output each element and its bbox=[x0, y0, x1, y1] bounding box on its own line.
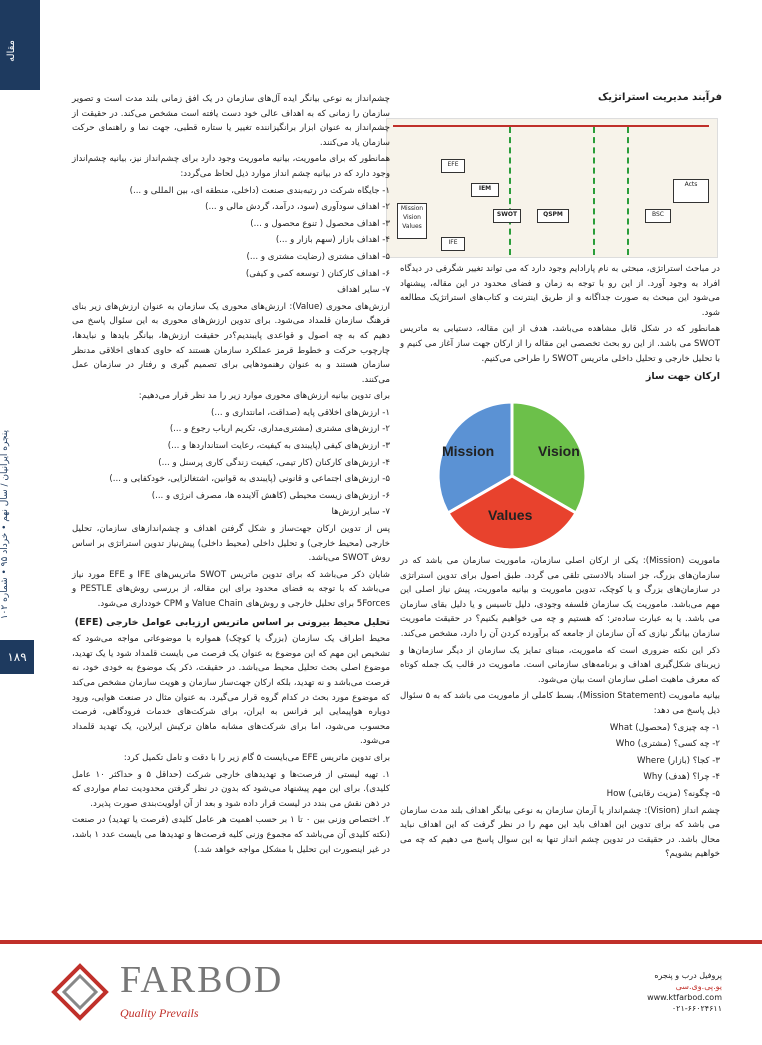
pie-chart bbox=[418, 392, 606, 560]
footer-bar bbox=[0, 940, 762, 944]
pie-label-values: Values bbox=[488, 507, 533, 523]
diagram-node-iem: IEM bbox=[471, 183, 499, 197]
diagram-node-mvv: Mission Vision Values bbox=[397, 203, 427, 239]
issue-info: پنجره ایرانیان / سال نهم • خرداد ۹۵ • شماره ۱۰۲ bbox=[0, 430, 10, 620]
process-diagram bbox=[386, 118, 718, 258]
left-column: چشم‌انداز به نوعی بیانگر ایده آل‌های سازمان در یک افق زمانی بلند مدت است و تصویر سازمان را زمانی که به اهداف عالی خود دست یافته است مشخص می‌کند. در حقیقت از چشم‌انداز به عنوان ابزار برانگیزاننده تغییر یا ستاره قطبی، جهت نما و راهنمای حرکت سازمان یاد می‌کنند. همانطور که برای ماموریت، بیانیه ماموریت وجود دارد برای چشم‌انداز نیز، بیانیه چشم‌انداز وجود دارد که در بیانیه چشم انداز موارد ذیل لحاظ می‌گردد: ۱- جایگاه شرکت در رتبه‌بندی صنعت (داخلی، منطقه ای، بین المللی و ...) ۲- اهداف سودآوری (سود، درآمد، گردش مالی و ...) ۳- اهداف محصول ( تنوع محصول و ...) ۴- اهداف بازار (سهم بازار و ...) ۵- اهداف مشتری (رضایت مشتری و ...) ۶- اهداف کارکنان ( توسعه کمی و کیفی) ۷- سایر اهداف ارزش‌های محوری (Value): ارزش‌های محوری یک سازمان به عنوان ارزش‌های زیر بنای فرهنگ سازمان قلمداد می‌شود. برای تدوین ارزش‌های محوری به این سئوال پاسخ می دهیم که به چه اصول و قواعدی پایبندیم؟در حقیقت ارزش‌ها، بیانگر بایدها و نبایدها، چارچوب حرکت و خطوط قرمز عملکرد سازمان هستند که حاوی کدهای اخلاقی مدنظر سازمان هستند و به عنوان رهنمودهایی برای تصمیم گیری و رفتار در سازمان عمل می‌کنند. برای تدوین بیانیه ارزش‌های محوری موارد زیر را مد نظر قرار می‌دهیم: ۱- ارزش‌های اخلاقی پایه (صداقت، امانتداری و ...) ۲- ارزش‌های مشتری (مشتری‌مداری، تکریم ارباب رجوع و ...) ۳- ارزش‌های کیفی (پایبندی به کیفیت، رعایت استانداردها و ...) ۴- ارزش‌های کارکنان (کار تیمی، کیفیت زندگی کاری پرسنل و ...) ۵- ارزش‌های اجتماعی و قانونی (پایبندی به قوانین، اشتغالزایی، خودکفایی و ...) ۶- ارزش‌های زیست محیطی (کاهش آلاینده ها، مصرف انرژی و ...) ۷- سایر ارزش‌ها پس از تدوین ارکان جهت‌ساز و شکل گرفتن اهداف و چشم‌اندازهای سازمان، تحلیل خارجی (محیط خارجی) و تحلیل داخلی (محیط داخلی) پیش‌نیاز تدوین استراتژی بر اساس روش SWOT می‌باشد. شایان ذکر می‌باشد که برای تدوین ماتریس SWOT ماتریس‌های IFE و EFE مورد نیاز می‌باشد که با توجه به فضای محدود برای این مقاله، از بررسی روش‌های PESTLE و 5Forces برای تحلیل خارجی و روش‌های Value Chain و CPM خودداری می‌شود. تحلیل محیط بیرونی بر اساس ماتریس ارزیابی عوامل خارجی (EFE) محیط اطراف یک سازمان (بزرگ یا کوچک) همواره با موضوعاتی مواجه می‌شود که تشخیص این مهم که این موضوع به عنوان یک فرصت می بایست قلمداد شود یا یک تهدید، موضوع اصلی بحث تحلیل محیط می‌باشد. در حقیقت، ذکر یک موضوع به خودی خود، نه فرصت می‌باشد و نه تهدید، بلکه ارکان جهت‌ساز سازمان و هویت سازمان مشخص می‌کند که موضوع مورد بحث در کدام گروه قرار می‌گیرد. به عنوان مثال در صنعت هوایی، ورود دو‌باره هواپیمایی ایر فرانس به ایران، برای شرکت‌های خدمات فرودگاهی، فرصت محسوب می‌شود، اما برای شرکت‌های مشابه ماهان ترکیش ایرلاین، یک تهدید قلمداد می‌شود. برای تدوین ماتریس EFE می‌بایست ۵ گام زیر را با دقت و تامل تکمیل کرد: ۱. تهیه لیستی از فرصت‌ها و تهدیدهای خارجی شرکت (حداقل ۵ و حداکثر ۱۰ عامل کلیدی). برای این مهم پیشنهاد می‌شود که بدون در نظر گرفتن محدودیت تمام مواردی که در ذهن نقش می بندد در لیست قرار داده شود و بعد از آن اولویت‌بندی صورت پذیرد. ۲. اختصاص وزنی بین ۰ تا ۱ بر حسب اهمیت هر عامل کلیدی (فرصت یا تهدید) در صنعت (نکته کلیدی آن می‌باشد که مجموع وزنی کلیه فرصت‌ها و تهدیدها می بایست عدد ۱ باشد، در غیر اینصورت این تحلیل با مشکل مواجه خواهد شد.) bbox=[72, 94, 391, 855]
footer-ad bbox=[0, 940, 762, 1045]
diagram-divider bbox=[627, 127, 630, 255]
diagram-node-ife: IFE bbox=[441, 237, 465, 251]
diagram-node-swot: SWOT bbox=[493, 209, 521, 223]
section-heading: تحلیل محیط بیرونی بر اساس ماتریس ارزیابی عوامل خارجی (EFE) bbox=[74, 616, 390, 628]
diagram-top-line bbox=[393, 125, 709, 127]
pie-label-mission: Mission bbox=[442, 443, 495, 459]
diagram-node-efe: EFE bbox=[441, 159, 465, 173]
section-tab bbox=[0, 0, 40, 90]
diagram-node-acts: Acts bbox=[673, 179, 709, 203]
farbod-logo-icon bbox=[50, 962, 110, 1022]
right-column-intro: در مباحث استراتژی، مبحثی به نام پارادایم وجود دارد که می تواند تغییر شگرفی در دیدگاه افراد به وجود آورد. از این رو با توجه به زمان و فضای محدود در این مقاله، پیشنهاد می‌شود این مبحث به صورت جداگانه و از طریق اینترنت و کتاب‌های استراتژیک مطالعه شود. همانطور که در شکل قابل مشاهده می‌باشد، هدف از این مقاله، دستیابی به ماتریس SWOT می باشد. از این رو بحث تخصصی این مقاله را از ارکان جهت ساز آغاز می کنیم و با تحلیل خارجی و تحلیل داخلی ماتریس SWOT را طراحی می‌کنیم. ارکان جهت ساز bbox=[400, 262, 720, 387]
diagram-divider bbox=[509, 127, 512, 255]
website-link[interactable]: www.ktfarbod.com bbox=[647, 993, 722, 1002]
section-heading: ارکان جهت ساز bbox=[645, 371, 720, 383]
diagram-node-qspm: QSPM bbox=[537, 209, 569, 223]
diagram-divider bbox=[593, 127, 596, 255]
footer-contact: پروفیل درب و پنجره یو.پی.وی.سی www.ktfarbod.com ۰۲۱-۶۶۰۲۴۶۱۱ bbox=[612, 970, 722, 1014]
issue-strip bbox=[0, 430, 30, 650]
right-column-body: ماموریت (Mission): یکی از ارکان اصلی سازمان، ماموریت سازمان می باشد که در سازمان‌های بزرگ، جز اسناد بالادستی تلقی می گردد. طبق اصول برای تدوین استراتژی در سازمان‌های بزرگ و یا کوچک، تدوین ماموریت و بیانیه ماموریت، پیش نیاز اصلی این مهم می‌باشد. ماموریت یک سازمان فلسفه وجودی، دلیل تاسیس و یا دلیل بقای سازمان می باشد. یا به عبارت ساده‌تر: که هستیم و چه می خواهیم بکنیم؟ در حقیقت ماموریت سازمان بیانگر نیازی که آن سازمان از جامعه که برآورده کردن آن را دارد، مشخص می‌کند. ذکر این نکته ضروری است که ماموریت، مبنای تمایز یک سازمان از دیگر سازمان‌ها و زیربنای شکل‌گیری اهداف و برنامه‌های سازمانی است. ماموریت در قالب یک جمله کوتاه که معرف ماهیت اصلی سازمان است بیان می‌شود. بیانیه ماموریت (Mission Statement)، بسط کاملی از ماموریت می باشد که به ۵ سئوال ذیل پاسخ می دهد: ۱- چه چیزی؟ (محصول) What ۲- چه کسی؟ (مشتری) Who ۳- کجا؟ (بازار) Where ۴- چرا؟ (هدف) Why ۵- چگونه؟ (مزیت رقابتی) How چشم انداز (Vision): چشم‌انداز یا آرمان سازمان به نوعی بیانگر اهداف بلند مدت سازمان می باشد که برای تدوین این اهداف باید این مهم را در نظر گرفت که این اهداف نباید محال باشد. در حقیقت در تدوین چشم انداز تنها به این سوال پاسخ می دهیم که چه می خواهیم بشویم؟ bbox=[400, 556, 720, 860]
brand-name: FARBOD bbox=[120, 959, 284, 1001]
section-tab-label: مقاله bbox=[6, 40, 17, 62]
diagram-node-bsc: BSC bbox=[645, 209, 671, 223]
page-number: ۱۸۹ bbox=[0, 640, 34, 674]
brand-tagline: Quality Prevails bbox=[120, 1006, 199, 1020]
figure-title: فرآیند مدیریت استراتژیک bbox=[597, 92, 722, 103]
pie-label-vision: Vision bbox=[538, 443, 580, 459]
